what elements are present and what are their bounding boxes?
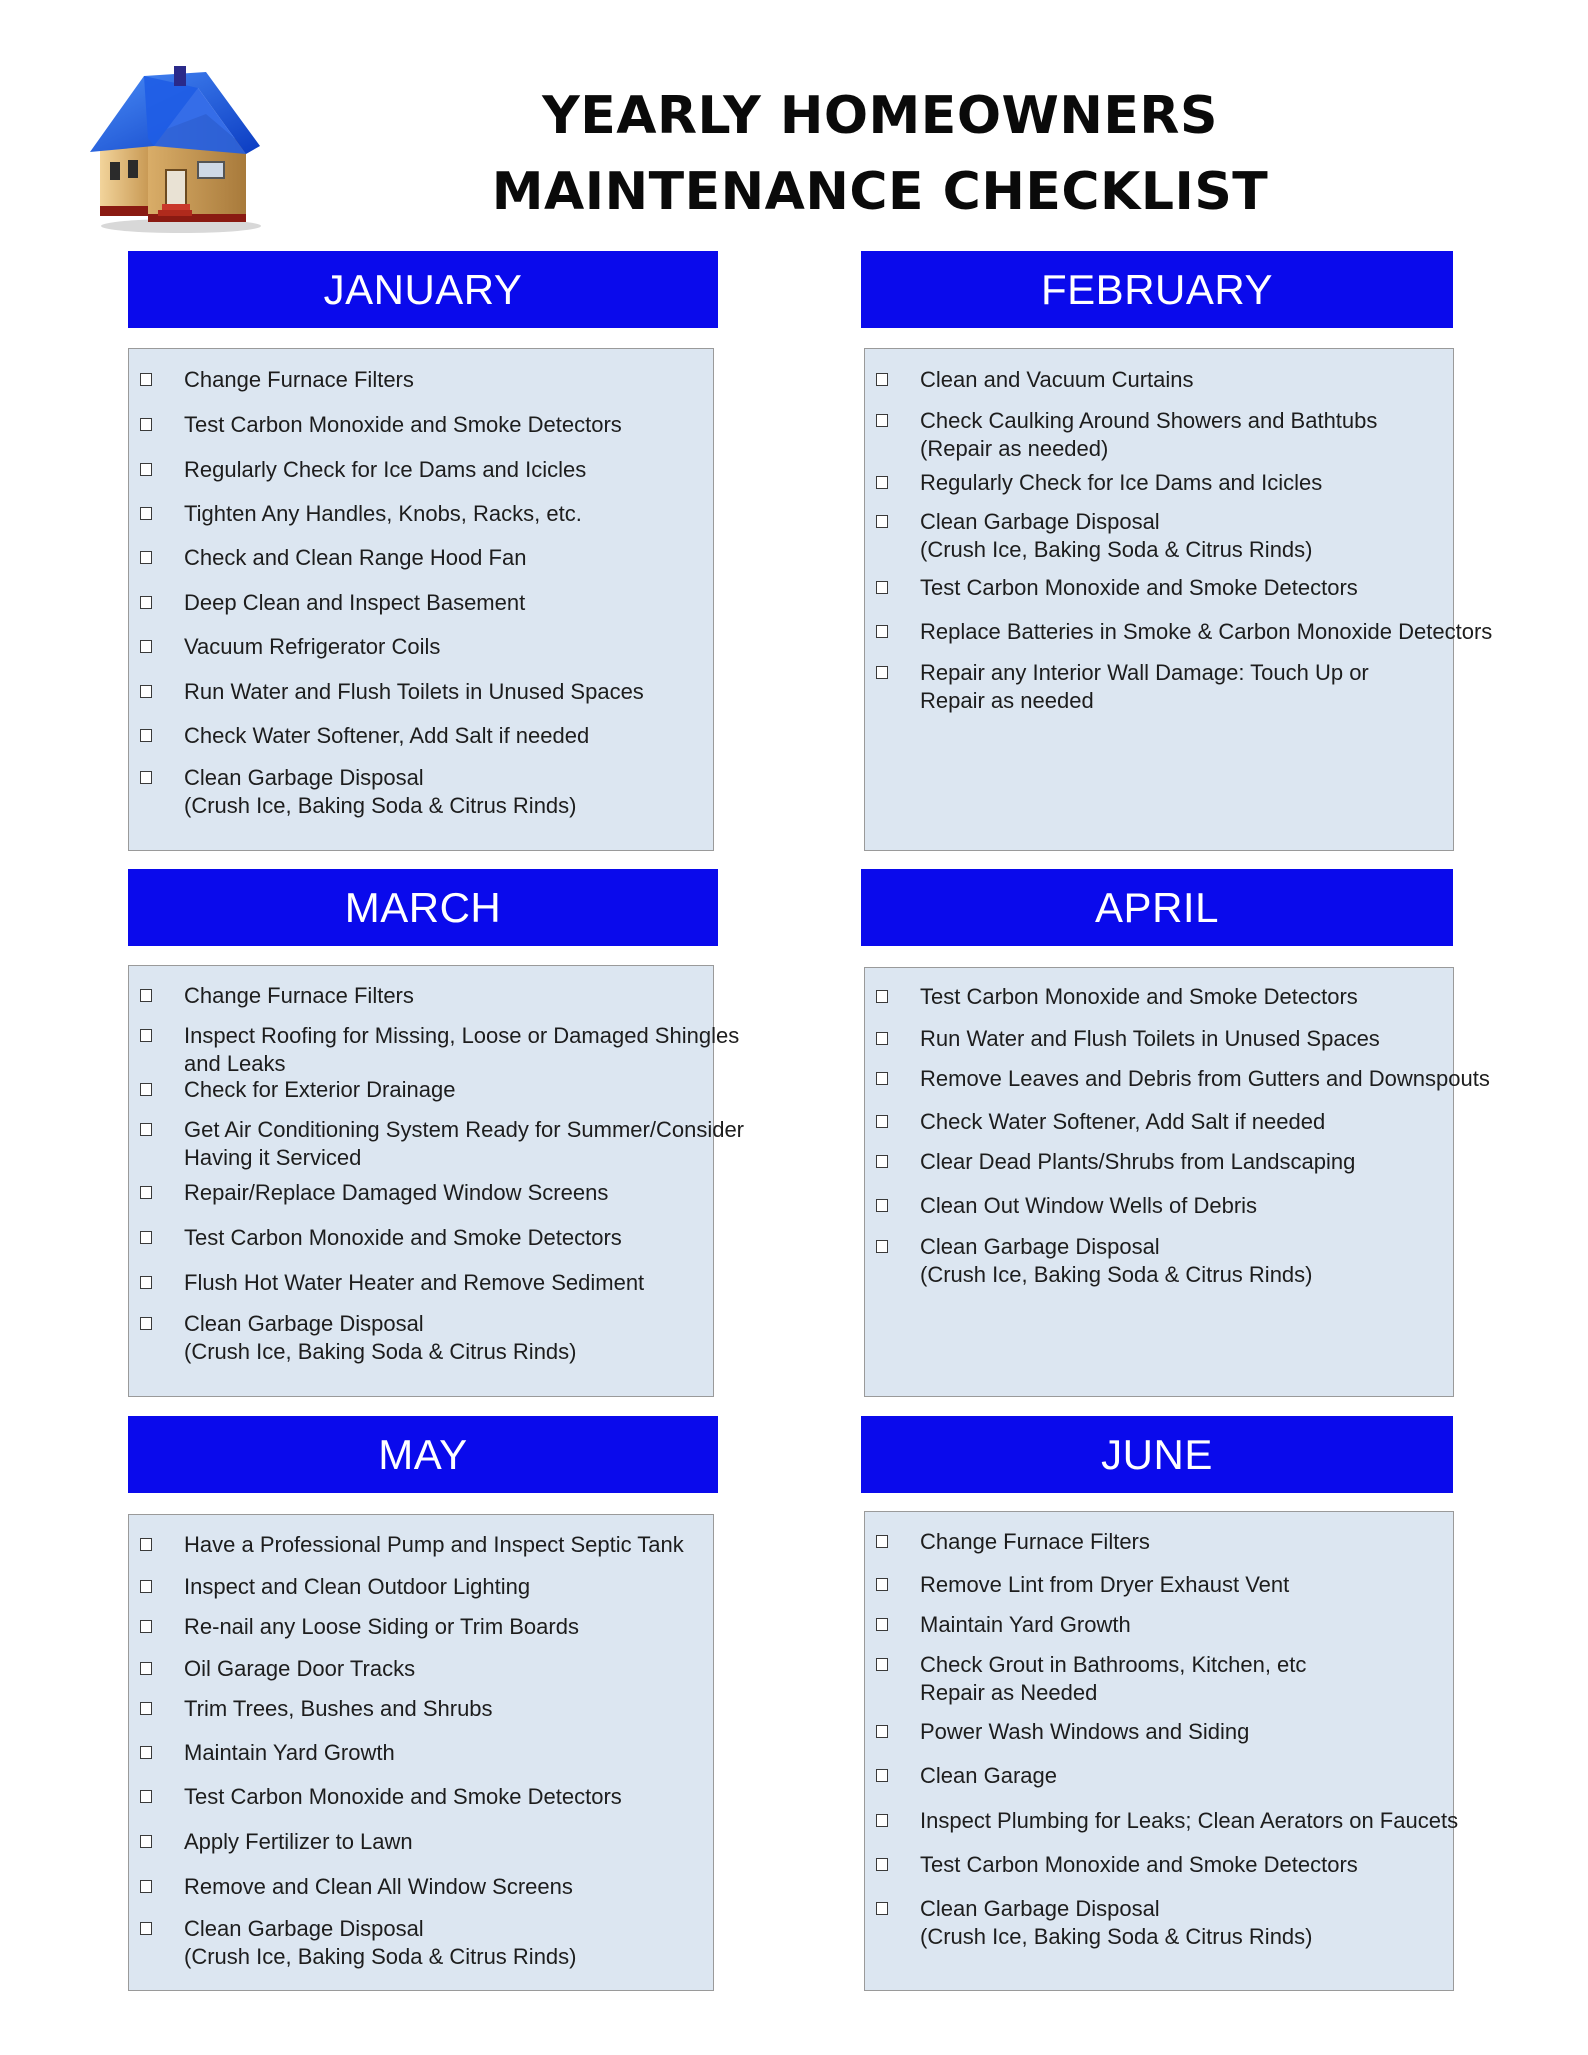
checkbox[interactable]: [876, 1032, 888, 1045]
checkbox[interactable]: [140, 507, 152, 520]
checkbox[interactable]: [140, 1083, 152, 1096]
checklist-item-label: Check and Clean Range Hood Fan: [184, 545, 527, 570]
checklist-item-text: [920, 1025, 1380, 1053]
checklist-item-label: Change Furnace Filters: [184, 367, 414, 392]
checklist-item-note: Repair as needed: [920, 688, 1094, 713]
checklist-item-label: Test Carbon Monoxide and Smoke Detectors: [920, 984, 1358, 1009]
checkbox[interactable]: [876, 1578, 888, 1591]
checklist-item-text: [920, 1718, 1249, 1746]
checklist-item-text: [920, 407, 1377, 463]
checkbox[interactable]: [876, 1072, 888, 1085]
checklist-item-label: Inspect Plumbing for Leaks; Clean Aerators on Faucets: [920, 1808, 1459, 1833]
checkbox[interactable]: [140, 1790, 152, 1803]
month-checklist-june: [864, 1511, 1459, 1991]
checkbox[interactable]: [876, 1769, 888, 1782]
checklist-item-text: [920, 574, 1358, 602]
checklist-item-text: [920, 1611, 1131, 1639]
checklist-item-label: Clean Garbage Disposal: [920, 509, 1160, 534]
checklist-item-label: Test Carbon Monoxide and Smoke Detectors: [920, 1852, 1358, 1877]
month-header-march: MARCH: [128, 869, 718, 946]
month-checklist-march: [128, 965, 745, 1397]
month-header-may: MAY: [128, 1416, 718, 1493]
checklist-item-label: Clean Garbage Disposal: [184, 765, 424, 790]
checklist-item-text: [920, 1762, 1057, 1790]
checklist-item-text: [184, 500, 582, 528]
checkbox[interactable]: [140, 1231, 152, 1244]
checklist-item-label: Deep Clean and Inspect Basement: [184, 590, 526, 615]
checklist-item-label: Vacuum Refrigerator Coils: [184, 634, 441, 659]
checkbox[interactable]: [140, 1186, 152, 1199]
checklist-item-text: [920, 1528, 1150, 1556]
checklist-item-label: Check Water Softener, Add Salt if needed: [920, 1109, 1326, 1134]
checklist-item-label: Clean Garbage Disposal: [920, 1234, 1160, 1259]
title-line-2: MAINTENANCE CHECKLIST: [491, 162, 1269, 222]
checkbox[interactable]: [876, 990, 888, 1003]
checklist-item-label: Regularly Check for Ice Dams and Icicles: [184, 457, 587, 482]
checkbox[interactable]: [140, 1922, 152, 1935]
checklist-item-text: [184, 1179, 608, 1207]
checklist-item-text: [184, 982, 414, 1010]
checklist-item-note: (Crush Ice, Baking Soda & Citrus Rinds): [184, 1339, 577, 1364]
checkbox[interactable]: [876, 625, 888, 638]
checklist-item-label: Clear Dead Plants/Shrubs from Landscaping: [920, 1149, 1356, 1174]
checklist-item-text: [920, 983, 1358, 1011]
checklist-item-text: [920, 659, 1369, 715]
checklist-item-label: Test Carbon Monoxide and Smoke Detectors: [184, 1784, 622, 1809]
checkbox[interactable]: [140, 1317, 152, 1330]
checklist-item-text: [184, 1783, 622, 1811]
checklist-item-text: [184, 1269, 644, 1297]
checklist-item-label: Change Furnace Filters: [920, 1529, 1150, 1554]
checkbox[interactable]: [140, 1880, 152, 1893]
checklist-item-label: Maintain Yard Growth: [184, 1740, 395, 1765]
checklist-item-label: Repair/Replace Damaged Window Screens: [184, 1180, 609, 1205]
checklist-item-label: Clean Garage: [920, 1763, 1057, 1788]
checkbox[interactable]: [140, 1276, 152, 1289]
checklist-item-text: [920, 1065, 1490, 1093]
checkbox[interactable]: [140, 373, 152, 386]
checkbox[interactable]: [140, 771, 152, 784]
checkbox[interactable]: [140, 1835, 152, 1848]
checklist-item-text: [184, 1022, 739, 1078]
checklist-item-label: Flush Hot Water Heater and Remove Sediment: [184, 1270, 645, 1295]
checklist-item-label: Check Caulking Around Showers and Bathtubs: [920, 408, 1378, 433]
checklist-item-note: Repair as Needed: [920, 1680, 1098, 1705]
checklist-item-label: Power Wash Windows and Siding: [920, 1719, 1250, 1744]
checklist-item-text: [184, 1224, 622, 1252]
checkbox[interactable]: [876, 1618, 888, 1631]
checkbox[interactable]: [140, 1746, 152, 1759]
checklist-item-text: [920, 1148, 1355, 1176]
checkbox[interactable]: [876, 1155, 888, 1168]
checklist-item-label: Check for Exterior Drainage: [184, 1077, 456, 1102]
checklist-item-label: Re-nail any Loose Siding or Trim Boards: [184, 1614, 579, 1639]
checklist-item-label: Inspect Roofing for Missing, Loose or Damaged Shingles: [184, 1023, 740, 1048]
checklist-item-label: Test Carbon Monoxide and Smoke Detectors: [184, 1225, 622, 1250]
checklist-item-text: [920, 469, 1322, 497]
checkbox[interactable]: [140, 1662, 152, 1675]
checklist-item-note: (Crush Ice, Baking Soda & Citrus Rinds): [920, 1262, 1313, 1287]
checklist-item-text: [920, 618, 1492, 646]
checklist-item-text: [920, 1895, 1313, 1951]
checklist-item-label: Have a Professional Pump and Inspect Septic Tank: [184, 1532, 684, 1557]
checklist-item-text: [184, 1613, 579, 1641]
checkbox[interactable]: [876, 373, 888, 386]
checkbox[interactable]: [876, 476, 888, 489]
checklist-item-label: Clean and Vacuum Curtains: [920, 367, 1194, 392]
checklist-item-text: [184, 1531, 684, 1559]
checklist-item-text: [184, 1310, 577, 1366]
checklist-item-label: Trim Trees, Bushes and Shrubs: [184, 1696, 493, 1721]
checklist-item-label: Clean Garbage Disposal: [920, 1896, 1160, 1921]
checklist-item-text: [184, 1655, 415, 1683]
checkbox[interactable]: [140, 640, 152, 653]
checkbox[interactable]: [140, 463, 152, 476]
checklist-item-label: Change Furnace Filters: [184, 983, 414, 1008]
checkbox[interactable]: [876, 1902, 888, 1915]
checklist-item-label: Regularly Check for Ice Dams and Icicles: [920, 470, 1323, 495]
checkbox[interactable]: [876, 1725, 888, 1738]
checkbox[interactable]: [876, 1199, 888, 1212]
checklist-item-text: [184, 366, 414, 394]
checklist-item-text: [184, 722, 589, 750]
month-checklist-may: [128, 1514, 714, 1991]
checklist-item-label: Inspect and Clean Outdoor Lighting: [184, 1574, 531, 1599]
checklist-item-text: [184, 1076, 455, 1104]
checkbox[interactable]: [140, 596, 152, 609]
checkbox[interactable]: [140, 1538, 152, 1551]
checklist-item-text: [920, 1233, 1313, 1289]
checklist-item-label: Replace Batteries in Smoke & Carbon Monoxide Detectors: [920, 619, 1493, 644]
month-checklist-april: [864, 967, 1490, 1397]
checklist-item-text: [184, 544, 526, 572]
checkbox[interactable]: [140, 685, 152, 698]
checklist-item-label: Remove and Clean All Window Screens: [184, 1874, 573, 1899]
checklist-item-note: (Crush Ice, Baking Soda & Citrus Rinds): [920, 537, 1313, 562]
checkbox[interactable]: [876, 414, 888, 427]
checklist-item-note: (Crush Ice, Baking Soda & Citrus Rinds): [920, 1924, 1313, 1949]
checkbox[interactable]: [140, 551, 152, 564]
checkbox[interactable]: [140, 1580, 152, 1593]
checklist-item-label: Clean Out Window Wells of Debris: [920, 1193, 1258, 1218]
checklist-item-label: Tighten Any Handles, Knobs, Racks, etc.: [184, 501, 582, 526]
checkbox[interactable]: [140, 418, 152, 431]
checklist-item-note: (Repair as needed): [920, 436, 1109, 461]
month-header-january: JANUARY: [128, 251, 718, 328]
checklist-item-note: (Crush Ice, Baking Soda & Citrus Rinds): [184, 793, 577, 818]
checkbox[interactable]: [140, 729, 152, 742]
checkbox[interactable]: [876, 1814, 888, 1827]
checklist-item-label: Run Water and Flush Toilets in Unused Spaces: [920, 1026, 1380, 1051]
month-checklist-february: [864, 348, 1493, 851]
checklist-item-label: Get Air Conditioning System Ready for Summer/Consider: [184, 1117, 745, 1142]
checklist-item-label: Clean Garbage Disposal: [184, 1916, 424, 1941]
checklist-item-label: Oil Garage Door Tracks: [184, 1656, 416, 1681]
checklist-item-label: Apply Fertilizer to Lawn: [184, 1829, 413, 1854]
checklist-item-text: [184, 764, 577, 820]
checklist-item-label: Remove Leaves and Debris from Gutters and Downspouts: [920, 1066, 1490, 1091]
checklist-item-text: [184, 411, 622, 439]
checkbox[interactable]: [876, 1858, 888, 1871]
checkbox[interactable]: [876, 1115, 888, 1128]
checklist-item-note: (Crush Ice, Baking Soda & Citrus Rinds): [184, 1944, 577, 1969]
checklist-item-label: Clean Garbage Disposal: [184, 1311, 424, 1336]
checklist-item-label: Maintain Yard Growth: [920, 1612, 1131, 1637]
checklist-item-text: [184, 633, 440, 661]
checklist-item-text: [184, 1915, 577, 1971]
checklist-item-text: [920, 366, 1194, 394]
title-line-1: YEARLY HOMEOWNERS: [542, 86, 1218, 146]
checklist-item-label: Check Grout in Bathrooms, Kitchen, etc: [920, 1652, 1307, 1677]
checklist-item-text: [184, 589, 525, 617]
month-header-february: FEBRUARY: [861, 251, 1453, 328]
checkbox[interactable]: [140, 1029, 152, 1042]
checklist-item-text: [920, 1571, 1289, 1599]
checklist-item-text: [184, 678, 644, 706]
checklist-item-note: Having it Serviced: [184, 1145, 362, 1170]
checkbox[interactable]: [876, 666, 888, 679]
checkbox[interactable]: [140, 1620, 152, 1633]
checklist-item-label: Run Water and Flush Toilets in Unused Spaces: [184, 679, 644, 704]
checklist-item-label: Remove Lint from Dryer Exhaust Vent: [920, 1572, 1290, 1597]
checklist-item-text: [184, 1739, 395, 1767]
checklist-item-text: [184, 1828, 413, 1856]
checklist-item-text: [184, 1873, 573, 1901]
checklist-item-text: [920, 1807, 1458, 1835]
month-header-june: JUNE: [861, 1416, 1453, 1493]
month-checklist-january: [128, 348, 714, 851]
page-title: [480, 78, 1280, 230]
checklist-item-text: [920, 1108, 1325, 1136]
checklist-item-label: Test Carbon Monoxide and Smoke Detectors: [920, 575, 1358, 600]
checklist-item-text: [184, 456, 586, 484]
checklist-item-note: and Leaks: [184, 1051, 286, 1076]
checkbox[interactable]: [876, 1240, 888, 1253]
checkbox[interactable]: [140, 1123, 152, 1136]
checkbox[interactable]: [876, 581, 888, 594]
checkbox[interactable]: [140, 989, 152, 1002]
checkbox[interactable]: [876, 1658, 888, 1671]
house-logo-icon: [86, 66, 266, 236]
checklist-item-text: [184, 1573, 530, 1601]
checklist-item-label: Check Water Softener, Add Salt if needed: [184, 723, 590, 748]
checkbox[interactable]: [140, 1702, 152, 1715]
checklist-item-label: Repair any Interior Wall Damage: Touch Up or: [920, 660, 1369, 685]
month-header-april: APRIL: [861, 869, 1453, 946]
checkbox[interactable]: [876, 515, 888, 528]
checklist-item-text: [920, 1192, 1257, 1220]
checklist-item-text: [920, 508, 1313, 564]
checkbox[interactable]: [876, 1535, 888, 1548]
checklist-item-label: Test Carbon Monoxide and Smoke Detectors: [184, 412, 622, 437]
checklist-item-text: [920, 1851, 1358, 1879]
checklist-item-text: [184, 1116, 744, 1172]
checklist-item-text: [184, 1695, 493, 1723]
checklist-item-text: [920, 1651, 1306, 1707]
